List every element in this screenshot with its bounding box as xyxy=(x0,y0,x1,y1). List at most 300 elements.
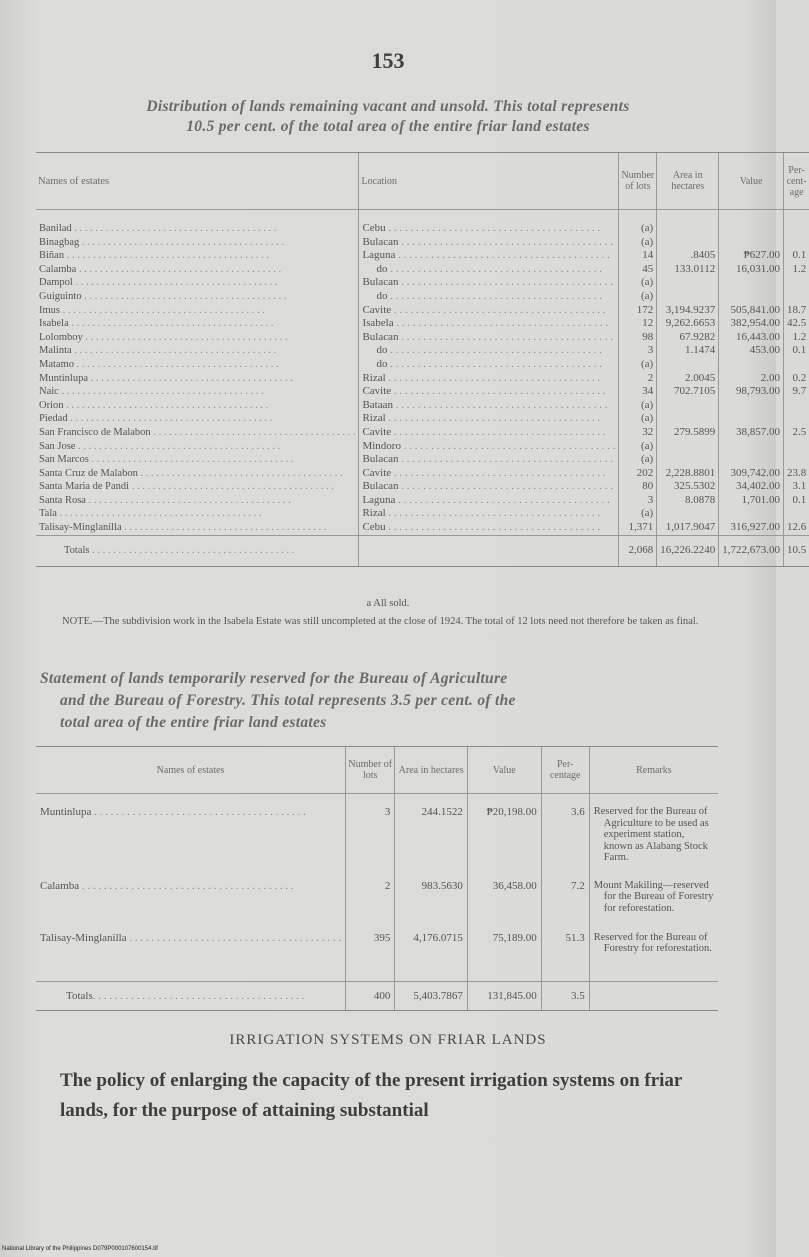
value-cell xyxy=(719,507,784,521)
table1-header-row xyxy=(36,153,809,210)
location: Cavite xyxy=(362,466,392,479)
table-row xyxy=(36,304,809,318)
area-cell: 1,017.9047 xyxy=(657,521,719,535)
lots-cell: (a) xyxy=(619,358,657,372)
location: Bulacan xyxy=(362,235,399,248)
totals-lots: 2,068 xyxy=(619,535,657,566)
lots-cell: 98 xyxy=(619,331,657,345)
table-row xyxy=(36,521,809,535)
totals-percentage: 3.5 xyxy=(541,982,589,1011)
table2-title-line3: total area of the entire friar land estates xyxy=(60,714,327,731)
value-cell: 316,927.00 xyxy=(719,521,784,535)
percentage-cell: 2.5 xyxy=(783,426,809,440)
table-row xyxy=(36,440,809,454)
location-cell xyxy=(359,358,619,372)
col-header-estate: Names of estates xyxy=(36,153,359,210)
leader-dots xyxy=(86,495,291,506)
leader-dots xyxy=(138,468,343,479)
location-cell xyxy=(359,453,619,467)
estate-name-cell xyxy=(36,426,359,440)
estate-name: Talisay-Minglanilla xyxy=(39,522,122,534)
location-cell xyxy=(359,494,619,508)
estate-name: Guiguinto xyxy=(39,290,82,302)
value-cell xyxy=(719,399,784,413)
leader-dots xyxy=(79,880,294,892)
leader-dots xyxy=(391,304,606,316)
estate-name-cell xyxy=(36,385,359,399)
leader-dots xyxy=(75,441,280,452)
location: do xyxy=(376,262,388,275)
leader-dots xyxy=(398,331,613,343)
table2-totals-row xyxy=(36,982,718,1011)
leader-dots xyxy=(398,276,613,288)
location: Rizal xyxy=(362,507,386,520)
location: Laguna xyxy=(362,249,396,262)
leader-dots xyxy=(83,332,288,343)
percentage-cell xyxy=(783,507,809,521)
location: Cebu xyxy=(362,521,386,534)
area-cell: 3,194.9237 xyxy=(657,304,719,318)
table-row xyxy=(36,236,809,250)
lots-cell: (a) xyxy=(619,210,657,236)
location: Isabela xyxy=(362,317,394,330)
percentage-cell xyxy=(783,276,809,290)
lots-cell: 1,371 xyxy=(619,521,657,535)
leader-dots xyxy=(72,345,277,356)
leader-dots xyxy=(398,453,613,465)
percentage-cell: 0.1 xyxy=(783,494,809,508)
value-cell xyxy=(719,412,784,426)
col-header-area: Area in hectares xyxy=(657,153,719,210)
estate-name-cell xyxy=(36,467,359,481)
leader-dots xyxy=(386,222,601,234)
table-row xyxy=(36,399,809,413)
percentage-cell: 0.1 xyxy=(783,249,809,263)
estate-name-cell xyxy=(36,263,359,277)
leader-dots xyxy=(76,264,281,275)
estate-name: Calamba xyxy=(39,263,77,275)
estate-name-cell xyxy=(36,880,346,932)
table1-title-line1: Distribution of lands remaining vacant and unsold. This total represents xyxy=(146,98,630,115)
percentage-cell: 1.2 xyxy=(783,331,809,345)
estate-name-cell xyxy=(36,344,359,358)
area-cell: 2,228.8801 xyxy=(657,467,719,481)
table-row xyxy=(36,317,809,331)
estate-name-cell xyxy=(36,794,346,880)
area-cell: 133.0112 xyxy=(657,263,719,277)
location-cell xyxy=(359,507,619,521)
value-cell xyxy=(719,236,784,250)
lots-cell: 12 xyxy=(619,317,657,331)
location: Bulacan xyxy=(362,276,399,289)
leader-dots xyxy=(391,426,606,438)
value-cell: 453.00 xyxy=(719,344,784,358)
area-cell xyxy=(657,358,719,372)
estate-name-cell xyxy=(36,412,359,426)
location: do xyxy=(376,289,388,302)
estate-name-cell xyxy=(36,236,359,250)
percentage-cell: 42.5 xyxy=(783,317,809,331)
area-cell: 4,176.0715 xyxy=(395,932,468,982)
leader-dots xyxy=(401,440,616,452)
location-cell xyxy=(359,385,619,399)
leader-dots xyxy=(398,480,613,492)
area-cell xyxy=(657,290,719,304)
area-cell: 983.5630 xyxy=(395,880,468,932)
table-row xyxy=(36,507,809,521)
table-row xyxy=(36,249,809,263)
estate-name: Tala xyxy=(39,508,57,520)
value-cell xyxy=(719,453,784,467)
estate-name-cell xyxy=(36,440,359,454)
location: do xyxy=(376,344,388,357)
area-cell xyxy=(657,276,719,290)
leader-dots xyxy=(386,412,601,424)
col-header-percentage: Per-centage xyxy=(541,747,589,794)
lots-cell: 3 xyxy=(346,794,395,880)
value-cell: 16,031.00 xyxy=(719,263,784,277)
table-row xyxy=(36,480,809,494)
isabela-note: NOTE.—The subdivision work in the Isabela Estate was still uncompleted at the close of 1924. The total of 12 lots need not therefore be taken as final. xyxy=(62,616,699,627)
estate-name: Isabela xyxy=(39,318,69,330)
reserved-lands-table xyxy=(36,746,718,1011)
estate-name: Santa Cruz de Malabon xyxy=(39,467,138,479)
area-cell: 702.7105 xyxy=(657,385,719,399)
page-number: 153 xyxy=(371,48,405,73)
leader-dots xyxy=(91,806,306,818)
estate-name-cell xyxy=(36,290,359,304)
percentage-cell xyxy=(783,358,809,372)
value-cell: 16,443.00 xyxy=(719,331,784,345)
location-cell xyxy=(359,210,619,236)
location-cell xyxy=(359,426,619,440)
location: Bulacan xyxy=(362,453,399,466)
leader-dots xyxy=(73,277,278,288)
value-cell xyxy=(719,440,784,454)
percentage-cell xyxy=(783,412,809,426)
table-row xyxy=(36,453,809,467)
location-cell xyxy=(359,249,619,263)
area-cell: 2.0045 xyxy=(657,372,719,386)
estate-name: Binagbag xyxy=(39,236,80,248)
location: Bulacan xyxy=(362,330,399,343)
area-cell: 8.0878 xyxy=(657,494,719,508)
leader-dots xyxy=(151,427,356,438)
location: Cavite xyxy=(362,425,392,438)
percentage-cell: 0.1 xyxy=(783,344,809,358)
estate-name-cell xyxy=(36,276,359,290)
estate-name: Imus xyxy=(39,304,60,316)
table-row xyxy=(36,494,809,508)
value-cell: 505,841.00 xyxy=(719,304,784,318)
estate-name-cell xyxy=(36,317,359,331)
location-cell xyxy=(359,521,619,535)
estate-name-cell xyxy=(36,399,359,413)
remarks-cell: Mount Makiling—reserved for the Bureau of Forestry for reforestation. xyxy=(589,880,718,932)
leader-dots xyxy=(89,454,294,465)
lots-cell: (a) xyxy=(619,412,657,426)
scan-footer: National Library of the Philippines D079P000107600154.tif xyxy=(2,1246,158,1252)
location-cell xyxy=(359,263,619,277)
col-header-remarks: Remarks xyxy=(589,747,718,794)
leader-dots xyxy=(60,305,265,316)
leader-dots xyxy=(79,237,284,248)
value-cell xyxy=(719,276,784,290)
value-cell: 38,857.00 xyxy=(719,426,784,440)
estate-name-cell xyxy=(36,358,359,372)
table2-title-line2: and the Bureau of Forestry. This total represents 3.5 per cent. of the xyxy=(60,692,516,709)
body-paragraph: The policy of enlarging the capacity of the present irrigation systems on friar lands, for the purpose of attaining substantial xyxy=(60,1070,683,1121)
percentage-cell: 23.8 xyxy=(783,467,809,481)
area-cell xyxy=(657,236,719,250)
area-cell: 325.5302 xyxy=(657,480,719,494)
table-row xyxy=(36,794,718,880)
totals-location xyxy=(359,535,619,566)
value-cell: ₱20,198.00 xyxy=(467,794,541,880)
table-row xyxy=(36,932,718,982)
table-row xyxy=(36,385,809,399)
location: Bataan xyxy=(362,398,393,411)
location: Bulacan xyxy=(362,480,399,493)
area-cell xyxy=(657,453,719,467)
estate-name-cell xyxy=(36,521,359,535)
leader-dots xyxy=(391,385,606,397)
area-cell: .8405 xyxy=(657,249,719,263)
leader-dots xyxy=(394,317,609,329)
totals-label: Totals . . . xyxy=(36,535,359,566)
vacant-lands-table xyxy=(36,152,809,567)
table-row xyxy=(36,372,809,386)
estate-name: Lolomboy xyxy=(39,331,83,343)
estate-name: Piedad xyxy=(39,413,68,425)
leader-dots xyxy=(129,481,334,492)
lots-cell: 3 xyxy=(619,344,657,358)
lots-cell: 2 xyxy=(346,880,395,932)
table-row xyxy=(36,331,809,345)
leader-dots xyxy=(395,494,610,506)
percentage-cell: 1.2 xyxy=(783,263,809,277)
lots-cell: 80 xyxy=(619,480,657,494)
remarks-cell: Reserved for the Bureau of Agriculture to be used as experiment station, known as Alabang Stock Farm. xyxy=(589,794,718,880)
lots-cell: (a) xyxy=(619,276,657,290)
lots-cell: 3 xyxy=(619,494,657,508)
estate-name: Talisay-Minglanilla xyxy=(40,931,127,944)
leader-dots xyxy=(72,223,277,234)
table2-title-line1: Statement of lands temporarily reserved for the Bureau of Agriculture xyxy=(40,670,508,687)
lots-cell: 172 xyxy=(619,304,657,318)
table-row xyxy=(36,412,809,426)
location-cell xyxy=(359,304,619,318)
totals-label: Totals. . . xyxy=(36,982,346,1011)
estate-name: Santa Rosa xyxy=(39,494,86,506)
table-row xyxy=(36,426,809,440)
location: Mindoro xyxy=(362,439,401,452)
table-row xyxy=(36,290,809,304)
table1-body xyxy=(36,210,809,536)
totals-percentage: 10.5 xyxy=(783,535,809,566)
leader-dots xyxy=(391,467,606,479)
estate-name-cell xyxy=(36,453,359,467)
value-cell xyxy=(719,290,784,304)
value-cell: ₱627.00 xyxy=(719,249,784,263)
lots-cell: 45 xyxy=(619,263,657,277)
table2-header-row xyxy=(36,747,718,794)
estate-name: Matamo xyxy=(39,358,74,370)
totals-lots: 400 xyxy=(346,982,395,1011)
percentage-cell: 51.3 xyxy=(541,932,589,982)
area-cell xyxy=(657,440,719,454)
percentage-cell: 7.2 xyxy=(541,880,589,932)
col-header-estate: Names of estates xyxy=(36,747,346,794)
estate-name: Muntinlupa xyxy=(40,806,92,818)
table-row xyxy=(36,880,718,932)
table-row xyxy=(36,467,809,481)
leader-dots xyxy=(64,250,269,261)
location: Rizal xyxy=(362,371,386,384)
percentage-cell: 18.7 xyxy=(783,304,809,318)
location: Laguna xyxy=(362,493,396,506)
estate-name: Malinta xyxy=(39,345,72,357)
col-header-value: Value xyxy=(719,153,784,210)
lots-cell: 14 xyxy=(619,249,657,263)
estate-name-cell xyxy=(36,304,359,318)
leader-dots xyxy=(69,318,274,329)
value-cell: 2.00 xyxy=(719,372,784,386)
estate-name: Orion xyxy=(39,399,64,411)
percentage-cell xyxy=(783,399,809,413)
location-cell xyxy=(359,399,619,413)
leader-dots xyxy=(387,290,602,302)
percentage-cell xyxy=(783,290,809,304)
leader-dots xyxy=(127,932,342,944)
estate-name-cell xyxy=(36,210,359,236)
table-row xyxy=(36,210,809,236)
totals-value: 131,845.00 xyxy=(467,982,541,1011)
col-header-lots: Number of lots xyxy=(619,153,657,210)
value-cell: 382,954.00 xyxy=(719,317,784,331)
leader-dots xyxy=(395,249,610,261)
location: Cavite xyxy=(362,385,392,398)
table1-totals-row xyxy=(36,535,809,566)
percentage-cell: 12.6 xyxy=(783,521,809,535)
leader-dots xyxy=(64,400,269,411)
estate-name-cell xyxy=(36,249,359,263)
value-cell: 36,458.00 xyxy=(467,880,541,932)
lots-cell: (a) xyxy=(619,290,657,304)
leader-dots xyxy=(398,236,613,248)
percentage-cell xyxy=(783,453,809,467)
col-header-location: Location xyxy=(359,153,619,210)
col-header-percentage: Per-cent-age xyxy=(783,153,809,210)
leader-dots xyxy=(68,413,273,424)
location-cell xyxy=(359,467,619,481)
section-heading: IRRIGATION SYSTEMS ON FRIAR LANDS xyxy=(229,1032,547,1048)
table-row xyxy=(36,344,809,358)
lots-cell: 395 xyxy=(346,932,395,982)
value-cell: 75,189.00 xyxy=(467,932,541,982)
table-row xyxy=(36,358,809,372)
estate-name-cell xyxy=(36,480,359,494)
col-header-area: Area in hectares xyxy=(395,747,468,794)
percentage-cell xyxy=(783,440,809,454)
lots-cell: (a) xyxy=(619,453,657,467)
table-row xyxy=(36,276,809,290)
lots-cell: 2 xyxy=(619,372,657,386)
area-cell: 1.1474 xyxy=(657,344,719,358)
location-cell xyxy=(359,276,619,290)
lots-cell: (a) xyxy=(619,236,657,250)
table2-body xyxy=(36,794,718,982)
lots-cell: 34 xyxy=(619,385,657,399)
estate-name: Banilad xyxy=(39,223,72,234)
area-cell: 9,262.6653 xyxy=(657,317,719,331)
leader-dots xyxy=(393,399,608,411)
table-row xyxy=(36,263,809,277)
leader-dots xyxy=(57,508,262,519)
estate-name-cell xyxy=(36,331,359,345)
value-cell: 309,742.00 xyxy=(719,467,784,481)
estate-name: San Marcos xyxy=(39,454,89,466)
location-cell xyxy=(359,236,619,250)
estate-name-cell xyxy=(36,507,359,521)
leader-dots xyxy=(386,507,601,519)
footnote-all-sold: a All sold. xyxy=(366,598,410,609)
location-cell xyxy=(359,480,619,494)
location-cell xyxy=(359,440,619,454)
totals-area: 5,403.7867 xyxy=(395,982,468,1011)
leader-dots xyxy=(88,373,293,384)
location-cell xyxy=(359,331,619,345)
leader-dots xyxy=(386,521,601,533)
percentage-cell xyxy=(783,236,809,250)
leader-dots xyxy=(387,344,602,356)
leader-dots xyxy=(82,291,287,302)
remarks-cell: Reserved for the Bureau of Forestry for reforestation. xyxy=(589,932,718,982)
leader-dots xyxy=(387,263,602,275)
location-cell xyxy=(359,317,619,331)
estate-name: San Jose xyxy=(39,440,76,452)
leader-dots xyxy=(74,359,279,370)
location: Cavite xyxy=(362,303,392,316)
lots-cell: 32 xyxy=(619,426,657,440)
estate-name-cell xyxy=(36,494,359,508)
totals-area: 16,226.2240 xyxy=(657,535,719,566)
col-header-value: Value xyxy=(467,747,541,794)
leader-dots xyxy=(122,522,327,533)
leader-dots xyxy=(59,386,264,397)
table1-title-line2: 10.5 per cent. of the total area of the entire friar land estates xyxy=(186,118,590,135)
totals-value: 1,722,673.00 xyxy=(719,535,784,566)
location: Rizal xyxy=(362,412,386,425)
percentage-cell: 9.7 xyxy=(783,385,809,399)
area-cell xyxy=(657,399,719,413)
estate-name-cell xyxy=(36,932,346,982)
area-cell: 244.1522 xyxy=(395,794,468,880)
leader-dots xyxy=(386,372,601,384)
location: do xyxy=(376,357,388,370)
estate-name: Naic xyxy=(39,386,59,398)
location-cell xyxy=(359,372,619,386)
leader-dots xyxy=(387,358,602,370)
location-cell xyxy=(359,290,619,304)
estate-name-cell xyxy=(36,372,359,386)
percentage-cell xyxy=(783,210,809,236)
lots-cell: (a) xyxy=(619,399,657,413)
area-cell: 67.9282 xyxy=(657,331,719,345)
estate-name: Calamba xyxy=(40,879,80,892)
percentage-cell: 0.2 xyxy=(783,372,809,386)
value-cell xyxy=(719,358,784,372)
